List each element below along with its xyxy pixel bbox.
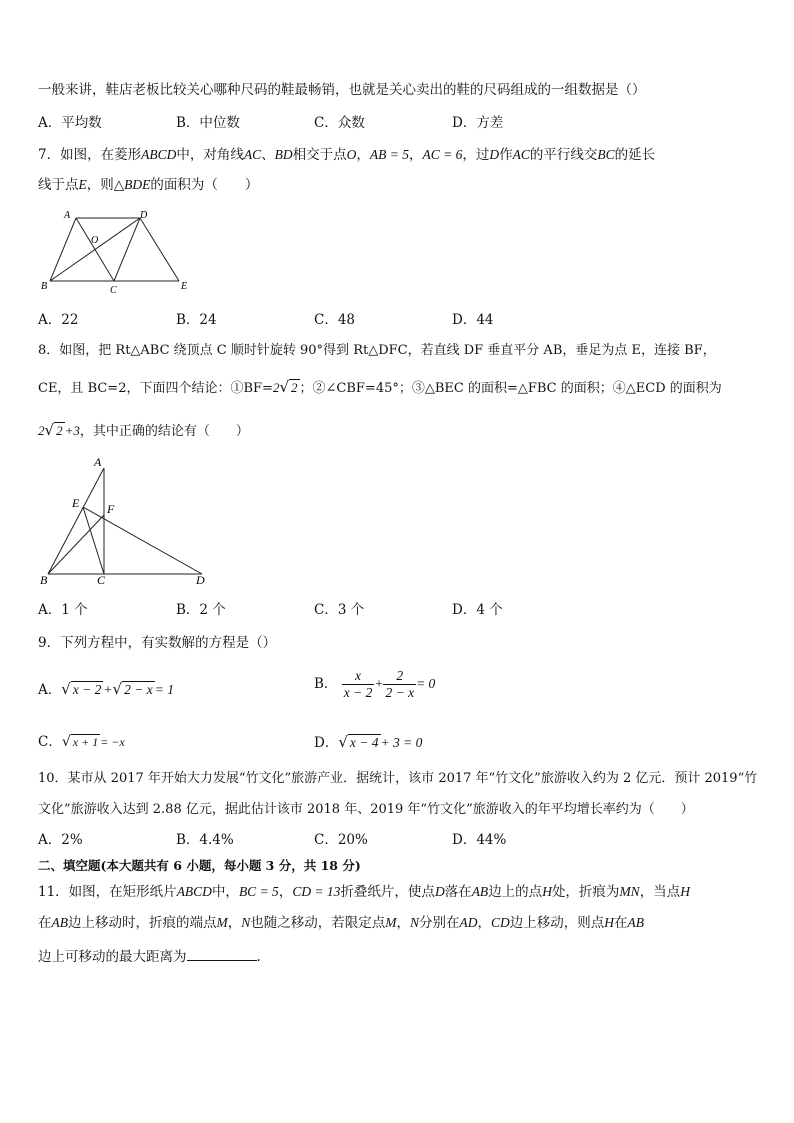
q6-option-c[interactable]: C．众数 [314, 115, 365, 131]
q7-label-b: B [41, 281, 48, 292]
q11-text: ， [278, 884, 293, 900]
q11-stem-line3 [38, 948, 261, 965]
q8-option-c[interactable]: C．3 个 [314, 602, 365, 618]
q8-option-a[interactable]: A．1 个 [38, 602, 88, 618]
q7-stem-line1 [38, 148, 655, 163]
q6-option-a[interactable]: A．平均数 [38, 115, 102, 131]
q10-option-d[interactable]: D．44% [452, 832, 507, 848]
q10-option-c[interactable]: C．20% [314, 832, 368, 848]
q11-stem-line2 [38, 916, 644, 931]
section2-heading: 二、填空题(本大题共有 6 小题，每小题 3 分，共 18 分) [38, 858, 361, 873]
q11-text: 落在 [444, 884, 472, 900]
q11-var: AB [627, 915, 645, 930]
q11-stem-line1 [38, 885, 690, 900]
q7-var-ac: AC [243, 147, 262, 162]
q8-option-b[interactable]: B．2 个 [176, 602, 226, 618]
q7-label-o: O [91, 235, 99, 246]
q7-text: 的延长 [614, 147, 656, 163]
q11-var: N [410, 915, 420, 930]
q7-text: 线于点 [38, 177, 79, 193]
q9-option-c[interactable]: C．√ x + 1 = −x [38, 734, 125, 750]
q8-label-d: D [196, 573, 205, 587]
q8-figure [34, 452, 214, 588]
q11-var: D [434, 884, 445, 899]
q11-text: 分别在 [419, 915, 460, 931]
q11-text: 边上移动，则点 [509, 915, 605, 931]
q11-var: N [241, 915, 251, 930]
q7-option-d[interactable]: D．44 [452, 312, 494, 328]
q7-text: 相交于点 [292, 147, 347, 163]
q11-text: 在 [614, 915, 628, 931]
q7-var-tri: △BDE [113, 177, 151, 192]
q11-text: 边上的点 [488, 884, 543, 900]
q7-option-c[interactable]: C．48 [314, 312, 356, 328]
q9-b-den1: x − 2 [343, 685, 373, 701]
q8-radicand: 2 [291, 380, 298, 395]
q8-option-d[interactable]: D．4 个 [452, 602, 503, 618]
q11-var: MN [619, 884, 640, 899]
q9-d-label: D． [314, 735, 339, 751]
q9-a-radicand2: 2 − x [124, 682, 153, 697]
q11-text: 也随之移动，若限定点 [250, 915, 386, 931]
q9-option-d[interactable]: D．√ x − 4 + 3 = 0 [314, 733, 423, 751]
q7-var-abcd: ABCD [141, 147, 177, 162]
q11-text: 在 [38, 915, 52, 931]
q7-option-b[interactable]: B．24 [176, 312, 217, 328]
q8-coef: 2 [272, 380, 280, 395]
q7-var-bc: BC [597, 147, 615, 162]
q8-edge-bf [48, 515, 104, 574]
q9-b-label: B． [314, 676, 338, 693]
q11-text: ， [227, 915, 242, 931]
q9-b-num2: 2 [383, 668, 416, 685]
q11-var: AD [459, 915, 478, 930]
q8-text: ；②∠CBF=45°；③△BEC 的面积=△FBC 的面积；④△ECD 的面积为 [299, 381, 722, 396]
q11-var: CD [491, 915, 510, 930]
q9-a-rhs: = 1 [154, 682, 174, 697]
q7-edge-de [140, 218, 179, 281]
q8-radicand: 2 [56, 423, 63, 438]
q7-stem-line2 [38, 178, 258, 193]
q8-stem-line3: 2√ 2 +3，其中正确的结论有（ ） [38, 421, 249, 439]
q8-text: CE，且 BC=2，下面四个结论：①BF= [38, 381, 273, 396]
q9-d-radicand: x − 4 [349, 735, 379, 750]
q7-label-a: A [64, 210, 71, 221]
q7-text: 的面积为（ ） [150, 177, 259, 193]
q11-text: . [256, 949, 261, 965]
q8-stem-line2: CE，且 BC=2，下面四个结论：①BF=2√ 2 ；②∠CBF=45°；③△BEC 的面积=△FBC 的面积；④△ECD 的面积为 [38, 378, 722, 396]
q11-text: 折叠纸片，使点 [340, 884, 435, 900]
q9-c-radicand: x + 1 [72, 735, 99, 749]
q8-edge-ab [48, 468, 104, 574]
q7-text: ， [408, 147, 423, 163]
q11-var: H [604, 915, 615, 930]
q9-b-frac1 [342, 668, 375, 701]
q7-eq-ab: AB = 5 [369, 147, 409, 162]
q10-stem-line2: 文化”旅游收入达到 2.88 亿元，据此估计该市 2018 年、2019 年“竹文化”旅游收入的年平均增长率约为（ ） [38, 802, 694, 817]
q6-option-b[interactable]: B．中位数 [176, 115, 240, 131]
q9-b-rhs: = 0 [416, 676, 436, 692]
q8-label-e: E [72, 496, 80, 510]
q7-label-c: C [110, 285, 117, 296]
q8-label-a: A [94, 455, 102, 469]
q11-answer-blank[interactable] [187, 948, 257, 961]
q11-text: 处，折痕为 [551, 884, 620, 900]
q9-b-den2: 2 − x [385, 685, 415, 701]
q7-option-a[interactable]: A．22 [38, 312, 79, 328]
q7-text: 的平行线交 [529, 147, 598, 163]
q11-var: M [216, 915, 228, 930]
q11-text: ， [396, 915, 411, 931]
q8-label-b: B [40, 573, 48, 587]
q7-figure [36, 206, 196, 298]
q8-coef: 2 [38, 423, 45, 438]
q11-text: 11．如图，在矩形纸片 [38, 884, 177, 900]
q11-var: ABCD [176, 884, 212, 899]
q7-var-o: O [346, 147, 357, 162]
q7-var-e: E [78, 177, 87, 192]
q9-d-rhs: + 3 = 0 [380, 735, 423, 750]
q10-stem-line1: 10．某市从 2017 年开始大力发展“竹文化”旅游产业．据统计，该市 2017 年“竹文化”旅游收入约为 2 亿元．预计 2019“竹 [38, 771, 758, 786]
q6-stem: 一般来讲，鞋店老板比较关心哪种尺码的鞋最畅销，也就是关心卖出的鞋的尺码组成的一组数据是（） [38, 82, 646, 98]
q10-option-b[interactable]: B．4.4% [176, 832, 234, 848]
q7-text: 7．如图，在菱形 [38, 147, 142, 163]
q11-text: 边上可移动的最大距离为 [38, 949, 187, 965]
q9-c-label: C． [38, 734, 62, 750]
q11-text: ，当点 [639, 884, 681, 900]
q7-label-d: D [140, 210, 148, 221]
q9-c-rhs: = −x [100, 735, 125, 749]
q8-text: ，其中正确的结论有（ ） [79, 424, 249, 439]
q9-option-a[interactable]: A．√ x − 2 +√ 2 − x = 1 [38, 680, 174, 698]
q9-b-plus: + [374, 676, 384, 692]
q7-var-d: D [489, 147, 500, 162]
q8-stem-line1: 8．如图，把 Rt△ABC 绕顶点 C 顺时针旋转 90°得到 Rt△DFC，若直线 DF 垂直平分 AB，垂足为点 E，连接 BF， [38, 343, 716, 358]
q11-text: 边上移动时，折痕的端点 [68, 915, 217, 931]
q8-label-f: F [107, 502, 115, 516]
q7-text: ，过 [462, 147, 490, 163]
q8-label-c: C [97, 573, 106, 587]
q9-stem: 9．下列方程中，有实数解的方程是（） [38, 635, 277, 651]
q9-option-b[interactable] [314, 668, 435, 701]
q9-a-plus: + [103, 682, 113, 697]
q11-var: M [385, 915, 397, 930]
q7-text: ，则 [86, 177, 114, 193]
q9-a-label: A． [38, 682, 62, 698]
q7-text: 作 [499, 147, 513, 163]
q10-option-a[interactable]: A．2% [38, 832, 83, 848]
q7-var-ac2: AC [512, 147, 530, 162]
q8-plus3: +3 [64, 423, 80, 438]
q7-text: 中，对角线 [176, 147, 244, 163]
q11-text: 中， [211, 884, 239, 900]
q7-var-bd: BD [274, 147, 293, 162]
q11-var: AB [471, 884, 489, 899]
q11-eq: BC = 5 [238, 884, 279, 899]
q9-b-frac2 [383, 668, 416, 701]
q7-eq-ac: AC = 6 [422, 147, 463, 162]
q11-var: H [542, 884, 552, 899]
q11-var: H [680, 884, 690, 899]
q9-a-radicand1: x − 2 [72, 682, 102, 697]
q11-var: AB [51, 915, 68, 930]
q11-eq: CD = 13 [292, 884, 341, 899]
q11-text: ， [477, 915, 492, 931]
q7-text: ， [356, 147, 370, 163]
q9-b-num1: x [342, 668, 375, 685]
q7-text: 、 [261, 147, 275, 163]
q7-label-e: E [181, 281, 188, 292]
q6-option-d[interactable]: D．方差 [452, 115, 504, 131]
